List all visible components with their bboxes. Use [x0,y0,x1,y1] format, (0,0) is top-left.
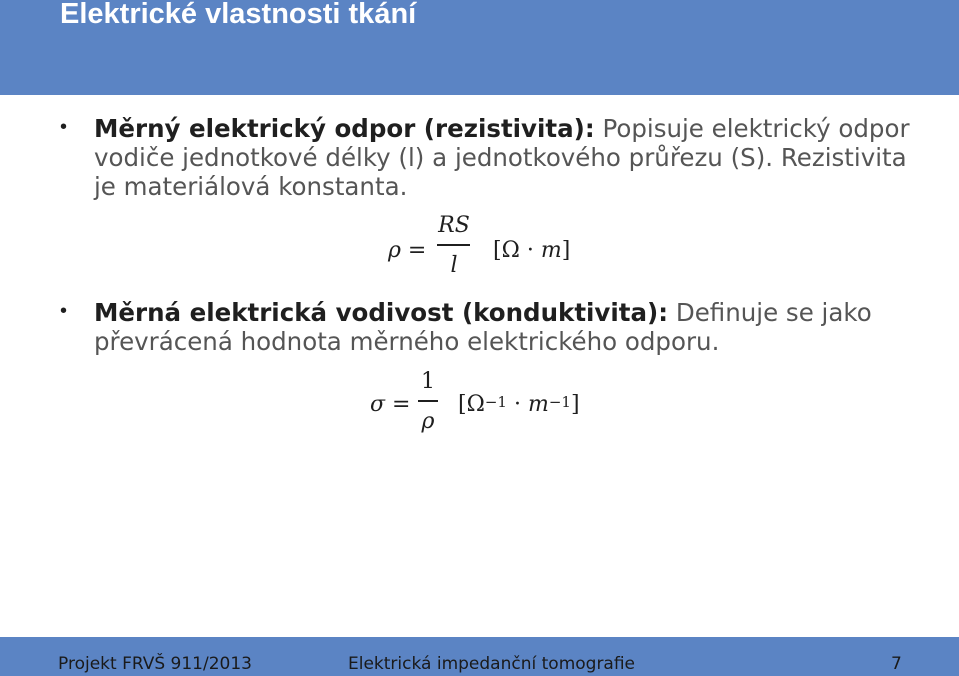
formula-resistivity-denominator: l [450,253,458,278]
bullet-resistivity [94,114,924,201]
definition-resistivity: Popisuje elektrický odpor vodiče jednotkové délky (l) a jednotkového průřezu (S). Rezistivita je materiálová konstanta. [94,114,910,201]
term-resistivity: Měrný elektrický odpor (rezistivita): [94,114,595,143]
fraction-line [418,400,438,402]
formula-conductivity-unit: $[\Omega^{-1} \cdot m^{-1}]$ [458,392,580,417]
formula-resistivity-numerator: RS [438,213,470,238]
term-conductivity: Měrná elektrická vodivost (konduktivita): [94,298,669,327]
slide-title: Elektrické vlastnosti tkání [60,0,417,30]
formula-conductivity-lhs: σ = [370,392,411,417]
formula-resistivity-lhs: ρ = [388,238,427,263]
fraction-line [437,244,470,246]
formula-conductivity-denominator: ρ [421,409,435,434]
bullet-marker: • [60,116,68,138]
footer-presentation-title: Elektrická impedanční tomografie [348,654,636,674]
title-bar [0,0,959,95]
formula-conductivity-numerator: 1 [421,369,435,394]
formula-resistivity-unit: [Ω · m] [493,238,571,263]
page-number: 7 [891,654,902,674]
bullet-marker: • [60,300,68,322]
footer-project: Projekt FRVŠ 911/2013 [58,654,252,674]
definition-conductivity: Definuje se jako převrácená hodnota měrného elektrického odporu. [94,298,872,356]
bullet-conductivity [94,298,924,356]
